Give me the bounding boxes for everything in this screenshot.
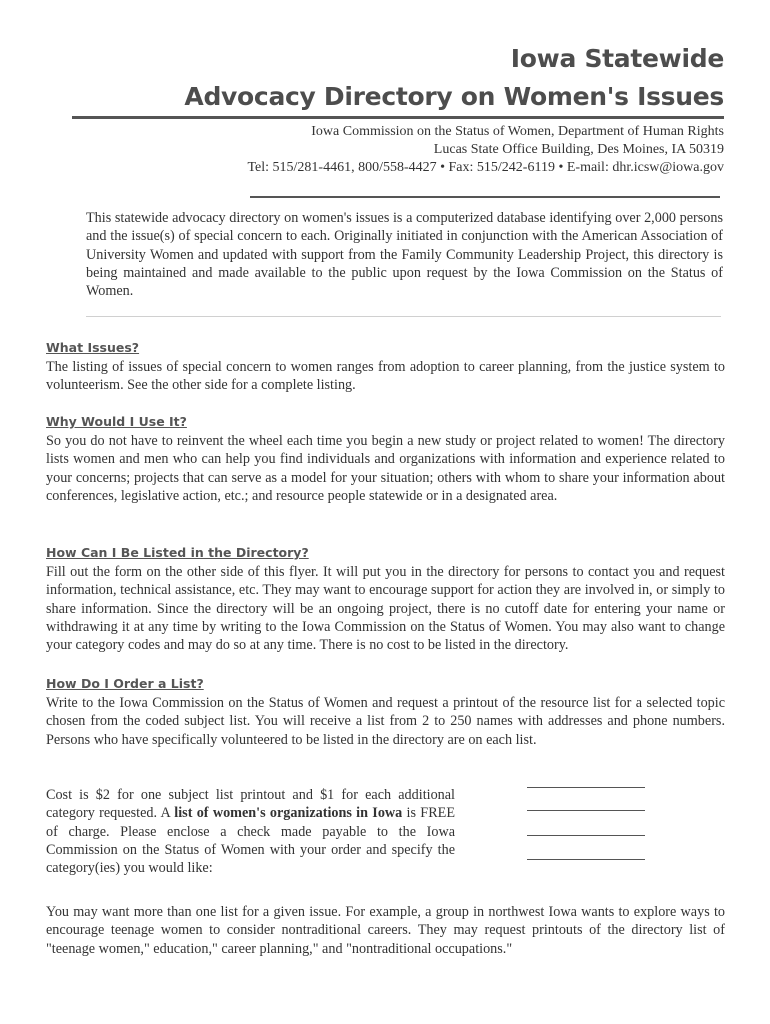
section-body-why-use: So you do not have to reinvent the wheel each time you begin a new study or project related to women! The directory lists women and men who can help you find individuals and organizations with information and experience related to your concerns; projects that can serve as a model for your situation; others with whom to share your information about conferences, legislative action, etc.; and resource people statewide or in a designated area.: [46, 433, 725, 504]
category-blank-line[interactable]: [527, 787, 645, 788]
intro-paragraph: This statewide advocacy directory on women's issues is a computerized database identifying over 2,000 persons and the issue(s) of special concern to each. Originally initiated in conjunction with the American Association of University Women and updated with support from the Family Community Leadership Project, this directory is being maintained and made available to the public upon request by the Iowa Commission on the Status of Women.: [86, 210, 723, 300]
address-line-2: Lucas State Office Building, Des Moines, IA 50319: [433, 142, 724, 157]
section-heading-how-order: How Do I Order a List?: [46, 676, 204, 691]
section-heading-how-listed: How Can I Be Listed in the Directory?: [46, 545, 309, 560]
cost-text-bold: list of women's organizations in Iowa: [174, 805, 403, 822]
category-blank-line[interactable]: [527, 810, 645, 811]
category-blank-line[interactable]: [527, 859, 645, 860]
page-title-line-2: Advocacy Directory on Women's Issues: [184, 82, 724, 111]
cost-paragraph: [46, 786, 455, 877]
intro-divider: [86, 316, 721, 317]
closing-paragraph: You may want more than one list for a given issue. For example, a group in northwest Iowa wants to explore ways to encourage teenage women to consider nontraditional careers. They may request printouts of the directory list of "teenage women," education," career planning," and "nontraditional occupations.": [46, 904, 725, 957]
header-rule: [250, 196, 720, 198]
cost-text-end: is FREE of charge. Please enclose a check made payable to the Iowa Commission on the Status of Women with your order and specify the category(ies) you would like:: [46, 805, 455, 877]
page-title-line-1: Iowa Statewide: [510, 44, 724, 73]
section-body-how-listed: Fill out the form on the other side of this flyer. It will put you in the directory for persons to contact you and request information, technical assistance, etc. They may want to encourage support for action they are involved in, or simply to share information. Since the directory will be an ongoing project, there is no cutoff date for entering your name or withdrawing it at any time by writing to the Iowa Commission on the Status of Women. You may also want to change your category codes and may do so at any time. There is no cost to be listed in the directory.: [46, 564, 725, 654]
cost-text-start: Cost is $2 for one subject list printout and $1 for each additional category requested. A: [46, 787, 455, 822]
section-heading-what-issues: What Issues?: [46, 340, 140, 355]
category-blank-line[interactable]: [527, 835, 645, 836]
section-body-how-order: Write to the Iowa Commission on the Status of Women and request a printout of the resource list for a selected topic chosen from the coded subject list. You will receive a list from 2 to 250 names with addresses and phone numbers. Persons who have specifically volunteered to be listed in the directory are on each list.: [46, 695, 725, 748]
title-rule: [72, 116, 724, 119]
section-body-what-issues: The listing of issues of special concern to women ranges from adoption to career planning, from the justice system to volunteerism. See the other side for a complete listing.: [46, 359, 725, 394]
section-heading-why-use: Why Would I Use It?: [46, 414, 187, 429]
address-line-1: Iowa Commission on the Status of Women, Department of Human Rights: [311, 124, 724, 139]
contact-line: Tel: 515/281-4461, 800/558-4427 • Fax: 515/242-6119 • E-mail: dhr.icsw@iowa.gov: [247, 160, 724, 175]
